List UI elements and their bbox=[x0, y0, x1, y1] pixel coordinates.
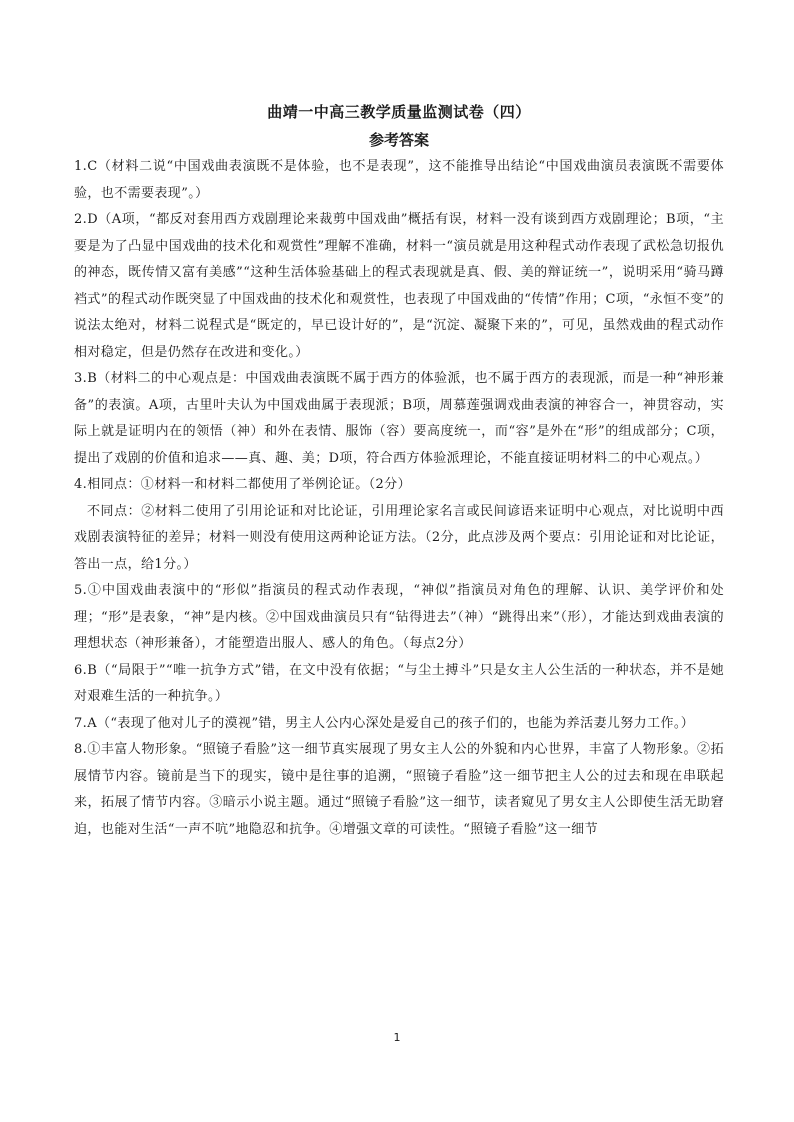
answer-1: 1.C（材料二说“中国戏曲表演既不是体验，也不是表现”，这不能推导出结论“中国戏曲演员表演既不需要体验，也不需要表现”。） bbox=[74, 159, 724, 201]
answer-6: 6.B（“局限于”“唯一抗争方式”错，在文中没有依据；“与尘土搏斗”只是女主人公生活的一种状态，并不是她对艰难生活的一种抗争。） bbox=[74, 662, 724, 704]
page-subtitle: 参考答案 bbox=[368, 131, 429, 149]
answer-key-page bbox=[74, 100, 724, 843]
answer-8: 8.①丰富人物形象。“照镜子看脸”这一细节真实展现了男女主人公的外貌和内心世界，丰富了人物形象。②拓展情节内容。镜前是当下的现实，镜中是往事的追溯，“照镜子看脸”这一细节把主人公的过去和现在串联起来，拓展了情节内容。③暗示小说主题。通过“照镜子看脸”这一细节，读者窥见了男女主人公即使生活无助窘迫，也能对生活“一声不吭”地隐忍和抗争。④增强文章的可读性。“照镜子看脸”这一细节 bbox=[74, 742, 724, 837]
answer-4-similarity: 4.相同点：①材料一和材料二都使用了举例论证。（2分） bbox=[74, 477, 411, 492]
answer-3: 3.B（材料二的中心观点是：中国戏曲表演既不属于西方的体验派，也不属于西方的表现派，而是一种“神形兼备”的表演。A项，古里叶夫认为中国戏曲属于表现派；B项，周慕莲强调戏曲表演的神容合一，神贯容动，实际上就是证明内在的领悟（神）和外在表情、服饰（容）要高度统一，而“容”是外在“形”的组成部分；C项，提出了戏剧的价值和追求——真、趣、美；D项，符合西方体验派理论，不能直接证明材料二的中心观点。） bbox=[74, 371, 724, 466]
answer-2: 2.D（A项，“都反对套用西方戏剧理论来裁剪中国戏曲”概括有误，材料一没有谈到西方戏剧理论；B项，“主要是为了凸显中国戏曲的技术化和观赏性”理解不准确，材料一“演员就是用这种程式动作表现了武松急切报仇的神态，既传情又富有美感”“这种生活体验基础上的程式表现就是真、假、美的辩证统一”，说明采用“骑马蹲裆式”的程式动作既突显了中国戏曲的技术化和观赏性，也表现了中国戏曲的“传情”作用；C项，“永恒不变”的说法太绝对，材料二说程式是“既定的，早已设计好的”，是“沉淀、凝聚下来的”，可见，虽然戏曲的程式动作相对稳定，但是仍然存在改进和变化。） bbox=[74, 212, 724, 360]
page-title: 曲靖一中高三教学质量监测试卷（四） bbox=[267, 103, 531, 121]
answer-4-difference: 不同点：②材料二使用了引用论证和对比论证，引用理论家名言或民间谚语来证明中心观点，对比说明中西戏剧表演特征的差异；材料一则没有使用这两种论证方法。（2分，此点涉及两个要点：引用论证和对比论证，答出一点，给1分。） bbox=[74, 503, 724, 572]
page-number: 1 bbox=[393, 1031, 401, 1044]
answer-5: 5.①中国戏曲表演中的“形似”指演员的程式动作表现，“神似”指演员对角色的理解、认识、美学评价和处理；“形”是表象，“神”是内核。②中国戏曲演员只有“钻得进去”（神）“跳得出来”（形），才能达到戏曲表演的理想状态（神形兼备），才能塑造出服人、感人的角色。（每点2分） bbox=[74, 583, 724, 651]
answer-7: 7.A（“表现了他对儿子的漠视”错，男主人公内心深处是爱自己的孩子们的，也能为养活妻儿努力工作。） bbox=[74, 715, 695, 731]
